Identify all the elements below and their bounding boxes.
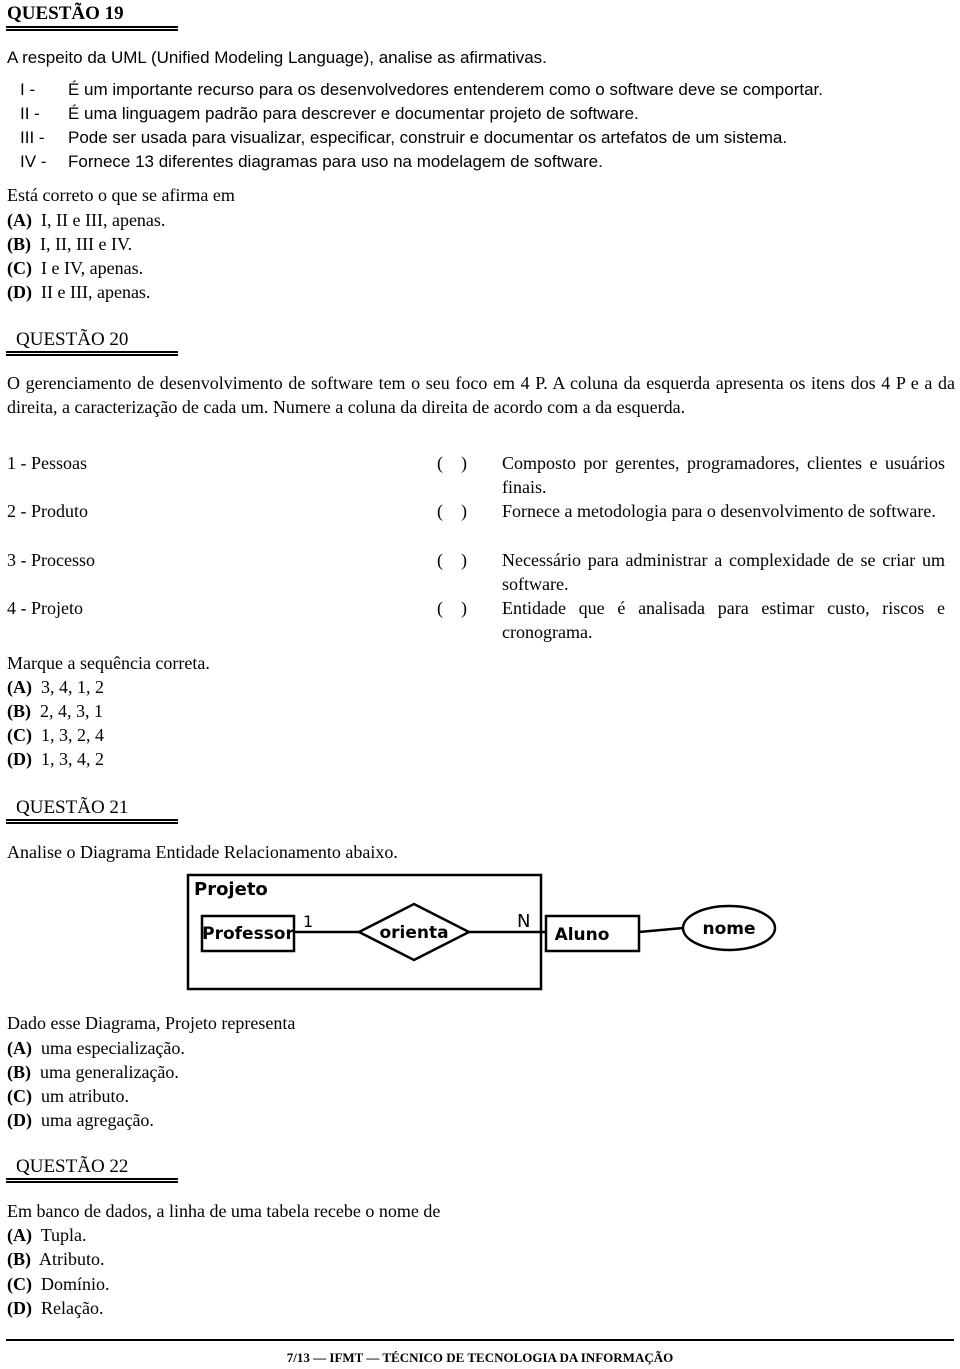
option-text: 1, 3, 4, 2 [41, 749, 104, 769]
statement-text: Fornece 13 diferentes diagramas para uso na modelagem de software. [68, 152, 603, 171]
option-b[interactable] [7, 1247, 105, 1271]
option-text: uma agregação. [41, 1110, 154, 1130]
option-b[interactable] [7, 232, 132, 256]
option-a[interactable] [7, 208, 165, 232]
option-b[interactable] [7, 1060, 179, 1084]
option-c[interactable] [7, 1084, 129, 1108]
right-column-item: Necessário para administrar a complexidade de se criar um software. [502, 550, 945, 594]
title-underline [6, 26, 178, 31]
entity-label: Professor [202, 924, 294, 944]
option-text: II e III, apenas. [41, 282, 151, 302]
option-text: I, II e III, apenas. [41, 210, 166, 230]
question-22-intro: Em banco de dados, a linha de uma tabela recebe o nome de [7, 1201, 441, 1221]
right-column-item: Entidade que é analisada para estimar custo, riscos e cronograma. [502, 598, 945, 642]
option-text: Relação. [41, 1298, 104, 1318]
option-letter: (D) [7, 282, 32, 302]
entity-label: Aluno [554, 925, 610, 945]
option-c[interactable] [7, 723, 104, 747]
er-diagram [185, 873, 785, 993]
question-21-prompt: Dado esse Diagrama, Projeto representa [7, 1013, 296, 1033]
page-footer: 7/13 — IFMT — TÉCNICO DE TECNOLOGIA DA INFORMAÇÃO [286, 1350, 674, 1365]
question-19-title: QUESTÃO 19 [7, 3, 124, 24]
statement-number: III - [20, 128, 45, 147]
option-d[interactable] [7, 747, 104, 771]
left-column-item: 3 - Processo [7, 550, 95, 570]
right-column-item: Composto por gerentes, programadores, clientes e usuários finais. [502, 453, 945, 497]
left-column-item: 1 - Pessoas [7, 453, 87, 473]
question-21-intro: Analise o Diagrama Entidade Relacionamento abaixo. [7, 842, 398, 862]
cardinality-label: N [517, 911, 531, 932]
option-letter: (B) [7, 1249, 31, 1269]
option-text: 2, 4, 3, 1 [40, 701, 103, 721]
answer-blank[interactable]: ( ) [437, 550, 467, 570]
question-20-prompt: Marque a sequência correta. [7, 653, 210, 673]
relationship-label: orienta [379, 923, 449, 943]
option-letter: (C) [7, 1086, 32, 1106]
option-letter: (B) [7, 234, 31, 254]
option-d[interactable] [7, 1108, 154, 1132]
question-20-title: QUESTÃO 20 [16, 329, 129, 350]
option-text: I e IV, apenas. [41, 258, 144, 278]
option-a[interactable] [7, 675, 104, 699]
answer-blank[interactable]: ( ) [437, 501, 467, 521]
attribute-label: nome [702, 919, 756, 939]
option-c[interactable] [7, 1272, 110, 1296]
right-column-item: Fornece a metodologia para o desenvolvimento de software. [502, 501, 936, 521]
statement-text: É um importante recurso para os desenvolvedores entenderem como o software deve se comportar. [68, 80, 823, 99]
statement-number: IV - [20, 152, 47, 171]
option-letter: (C) [7, 258, 32, 278]
title-underline [6, 819, 178, 824]
option-letter: (A) [7, 210, 32, 230]
question-19-intro: A respeito da UML (Unified Modeling Language), analise as afirmativas. [7, 48, 547, 67]
option-letter: (D) [7, 749, 32, 769]
option-c[interactable] [7, 256, 143, 280]
answer-blank[interactable]: ( ) [437, 453, 467, 473]
question-22-title: QUESTÃO 22 [16, 1156, 129, 1177]
option-text: I, II, III e IV. [40, 234, 133, 254]
cardinality-label: 1 [303, 912, 314, 931]
option-text: 3, 4, 1, 2 [41, 677, 104, 697]
question-21-title: QUESTÃO 21 [16, 797, 129, 818]
option-letter: (B) [7, 1062, 31, 1082]
option-text: uma generalização. [40, 1062, 179, 1082]
option-letter: (A) [7, 677, 32, 697]
left-column-item: 2 - Produto [7, 501, 88, 521]
option-letter: (A) [7, 1038, 32, 1058]
option-letter: (D) [7, 1110, 32, 1130]
option-text: uma especialização. [41, 1038, 185, 1058]
left-column-item: 4 - Projeto [7, 598, 83, 618]
question-19-prompt: Está correto o que se afirma em [7, 185, 235, 205]
option-b[interactable] [7, 699, 103, 723]
option-text: Atributo. [39, 1249, 105, 1269]
option-letter: (D) [7, 1298, 32, 1318]
question-20-intro: O gerenciamento de desenvolvimento de software tem o seu foco em 4 P. A coluna da esquerda apresenta os itens dos 4 P e a da direita, a caracterização de cada um. Numere a coluna da direita de acordo com a da esquerda. [7, 373, 955, 417]
option-letter: (C) [7, 725, 32, 745]
statement-text: Pode ser usada para visualizar, especificar, construir e documentar os artefatos de um sistema. [68, 128, 788, 147]
footer-rule [6, 1339, 954, 1341]
option-a[interactable] [7, 1223, 87, 1247]
statement-number: II - [20, 104, 40, 123]
option-d[interactable] [7, 280, 150, 304]
option-text: um atributo. [41, 1086, 129, 1106]
connector-line [639, 928, 683, 932]
option-text: Domínio. [41, 1274, 110, 1294]
option-text: 1, 3, 2, 4 [41, 725, 104, 745]
option-d[interactable] [7, 1296, 103, 1320]
answer-blank[interactable]: ( ) [437, 598, 467, 618]
title-underline [6, 351, 178, 356]
option-text: Tupla. [40, 1225, 87, 1245]
title-underline [6, 1178, 178, 1183]
aggregate-label: Projeto [194, 879, 268, 900]
statement-number: I - [20, 80, 36, 99]
option-letter: (B) [7, 701, 31, 721]
option-a[interactable] [7, 1036, 185, 1060]
option-letter: (A) [7, 1225, 32, 1245]
statement-text: É uma linguagem padrão para descrever e documentar projeto de software. [68, 104, 639, 123]
option-letter: (C) [7, 1274, 32, 1294]
